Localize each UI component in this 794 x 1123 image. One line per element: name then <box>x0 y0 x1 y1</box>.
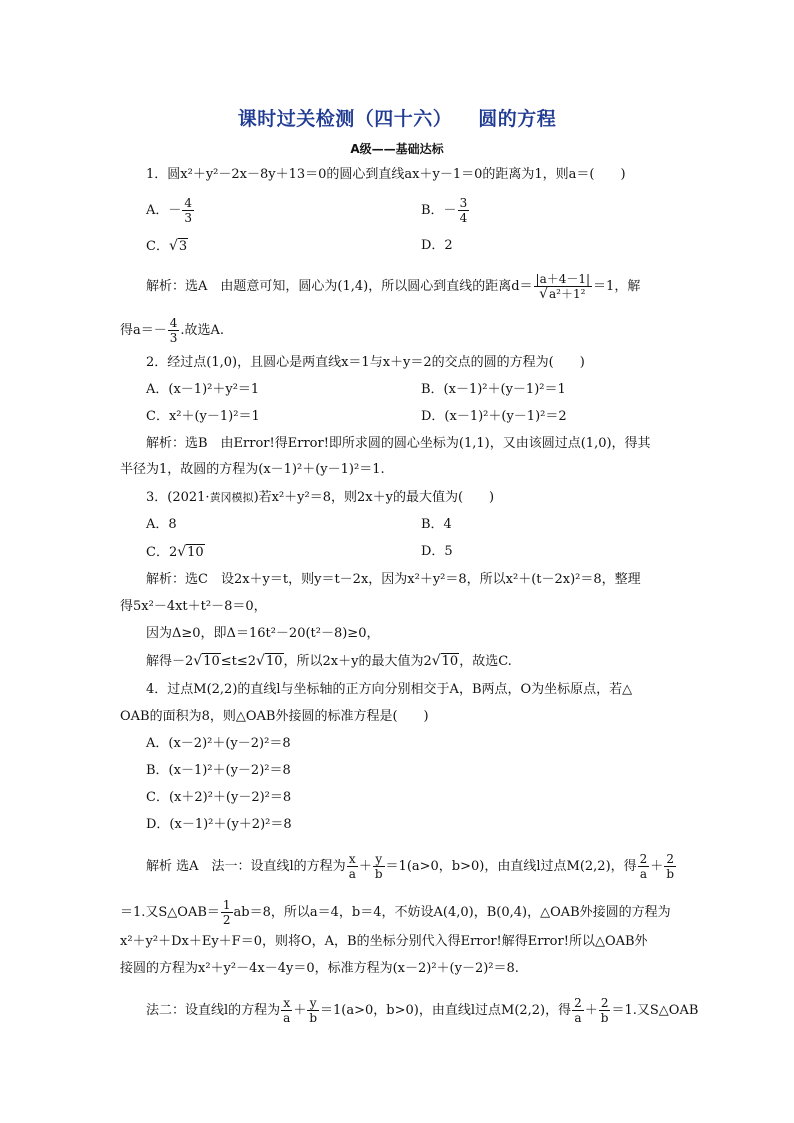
q4-solution-line5 <box>146 996 698 1025</box>
q3-option-b: B．4 <box>421 517 452 532</box>
text: ≤t≤2 <box>220 654 257 669</box>
text: ＋ <box>358 859 372 874</box>
sqrt-icon: √ <box>168 238 178 254</box>
q1-option-b-fraction <box>458 196 470 225</box>
denominator: 2 <box>222 913 231 927</box>
numerator: x <box>347 852 358 867</box>
text: ＝1.又S△OAB <box>611 1003 699 1018</box>
denominator: b <box>600 1011 609 1025</box>
q1-option-c-label: C． <box>146 239 169 254</box>
q2-option-a: A．(x－1)²＋y²＝1 <box>146 382 260 397</box>
denominator: a <box>348 867 356 881</box>
numerator: 2 <box>599 996 611 1011</box>
fraction <box>221 898 233 927</box>
denominator: b <box>309 1011 318 1025</box>
q4-solution-line1 <box>146 852 677 881</box>
q1-solution-line2 <box>120 316 224 345</box>
q4-option-b: B．(x－1)²＋(y－2)²＝8 <box>146 763 291 778</box>
q4-stem-line2: OAB的面积为8，则△OAB外接圆的标准方程是( ) <box>120 709 429 724</box>
text: C．2 <box>146 545 178 560</box>
q4-solution-line4: 接圆的方程为x²＋y²－4x－4y＝0，标准方程为(x－2)²＋(y－2)²＝8. <box>120 961 519 976</box>
q3-solution-line1: 解析：选C 设2x＋y＝t，则y＝t－2x，因为x²＋y²＝8，所以x²＋(t－2x)²＝8，整理 <box>146 572 641 587</box>
denominator: 3 <box>184 211 193 225</box>
q1-stem: 1．圆x²＋y²－2x－8y＋13＝0的圆心到直线ax＋y－1＝0的距离为1，则a＝( ) <box>146 167 626 182</box>
q1-option-a <box>146 196 195 225</box>
q2-option-d: D．(x－1)²＋(y－1)²＝2 <box>421 409 567 424</box>
numerator: 2 <box>664 852 676 867</box>
radicand: 10 <box>187 545 204 560</box>
sqrt-icon: √ <box>539 286 549 302</box>
numerator: 2 <box>639 852 648 866</box>
numerator: x <box>281 996 292 1011</box>
q3-solution-line4 <box>146 653 512 670</box>
text: .故选A. <box>180 323 225 338</box>
denominator: a <box>283 1011 291 1025</box>
radicand: 3 <box>178 239 188 254</box>
q2-solution-line2: 半径为1，故圆的方程为(x－1)²＋(y－1)²＝1. <box>120 462 385 477</box>
numerator: 1 <box>222 898 231 912</box>
distance-fraction <box>534 272 593 301</box>
text: 解析 选A 法一：设直线l的方程为 <box>146 859 346 874</box>
sqrt-icon: √ <box>256 653 265 669</box>
title-main: 课时过关检测（四十六） <box>237 108 453 130</box>
text: ＝1(a>0，b>0)，由直线l过点M(2,2)，得 <box>320 1003 572 1018</box>
text: )若x²＋y²＝8，则2x＋y的最大值为( ) <box>253 490 495 505</box>
q3-option-d: D．5 <box>421 544 453 559</box>
q1-option-a-fraction <box>182 196 194 225</box>
fraction <box>347 852 358 881</box>
denominator <box>534 287 593 301</box>
q3-stem <box>146 490 494 506</box>
q2-option-c: C．x²＋(y－1)²＝1 <box>146 409 260 424</box>
numerator: y <box>373 852 385 867</box>
answer-fraction <box>168 316 180 345</box>
text: 法二：设直线l的方程为 <box>146 1003 281 1018</box>
title-topic: 圆的方程 <box>478 108 557 130</box>
q1-option-b <box>421 196 470 225</box>
text: ＝1(a>0，b>0)，由直线l过点M(2,2)，得 <box>385 859 637 874</box>
radicand: 10 <box>203 654 220 669</box>
q4-option-d: D．(x－1)²＋(y＋2)²＝8 <box>146 817 292 832</box>
text: 解析：选A 由题意可知，圆心为(1,4)，所以圆心到直线的距离d＝ <box>146 279 533 294</box>
numerator: |a＋4－1| <box>535 272 591 286</box>
text: ＋ <box>584 1003 598 1018</box>
numerator: 4 <box>184 196 193 210</box>
denominator: b <box>666 867 674 881</box>
text: 3．(2021· <box>146 490 210 505</box>
q3-option-a: A．8 <box>146 517 177 532</box>
q3-solution-line2: 得5x²－4xt＋t²－8＝0， <box>120 599 267 614</box>
radicand: a²＋1² <box>549 287 586 301</box>
sqrt-icon: √ <box>177 544 187 560</box>
q4-stem-line1: 4．过点M(2,2)的直线l与坐标轴的正方向分别相交于A，B两点，O为坐标原点，若△ <box>146 682 633 697</box>
fraction <box>599 996 611 1025</box>
fraction <box>572 996 584 1025</box>
radicand: 10 <box>441 654 459 669</box>
q1-option-a-label: A．－ <box>146 203 182 218</box>
text: ＋ <box>293 1003 307 1018</box>
q2-option-b: B．(x－1)²＋(y－1)²＝1 <box>421 382 566 397</box>
text: ＝1.又S△OAB＝ <box>120 905 220 920</box>
numerator: 2 <box>574 996 582 1010</box>
text: 得a＝－ <box>120 323 167 338</box>
q1-solution-line1 <box>146 272 640 301</box>
denominator: a <box>639 867 648 881</box>
numerator: y <box>307 996 319 1011</box>
fraction <box>373 852 385 881</box>
denominator: 4 <box>459 211 468 225</box>
fraction <box>638 852 650 881</box>
denominator: b <box>374 867 383 881</box>
denominator: a <box>574 1011 582 1025</box>
q1-option-d: D．2 <box>421 238 453 253</box>
q1-option-b-label: B．－ <box>421 203 457 218</box>
numerator: 4 <box>169 316 178 330</box>
text: ab＝8，所以a＝4，b＝4，不妨设A(4,0)，B(0,4)，△OAB外接圆的方程为 <box>233 905 671 920</box>
q3-solution-line3: 因为Δ≥0，即Δ＝16t²－20(t²－8)≥0， <box>146 626 380 641</box>
sqrt-icon: √ <box>431 653 441 669</box>
q3-option-c <box>146 544 205 561</box>
numerator: 3 <box>459 196 468 210</box>
text: ，故选C. <box>459 654 512 669</box>
q1-option-c <box>146 238 188 255</box>
text: ＋ <box>650 859 664 874</box>
q4-option-a: A．(x－2)²＋(y－2)²＝8 <box>146 736 291 751</box>
q2-solution-line1: 解析：选B 由Error!得Error!即所求圆的圆心坐标为(1,1)，又由该圆过点(1,0)，得其 <box>146 436 651 451</box>
text: ＝1，解 <box>593 279 641 294</box>
q2-stem: 2．经过点(1,0)，且圆心是两直线x＝1与x＋y＝2的交点的圆的方程为( ) <box>146 355 585 370</box>
q4-solution-line2 <box>120 898 671 927</box>
fraction <box>281 996 292 1025</box>
fraction <box>664 852 676 881</box>
page-title <box>0 104 794 131</box>
text: 解得－2 <box>146 654 194 669</box>
radicand: 10 <box>265 654 283 669</box>
fraction <box>307 996 319 1025</box>
denominator: 3 <box>169 331 178 345</box>
sqrt-icon: √ <box>193 653 203 669</box>
text: ，所以2x＋y的最大值为2 <box>283 654 432 669</box>
level-heading: A级——基础达标 <box>350 142 444 156</box>
q4-solution-line3: x²＋y²＋Dx＋Ey＋F＝0，则将O，A，B的坐标分别代入得Error!解得Error!所以△OAB外 <box>120 934 648 949</box>
source-tag: 黄冈模拟 <box>209 491 254 504</box>
q4-option-c: C．(x＋2)²＋(y－2)²＝8 <box>146 790 292 805</box>
